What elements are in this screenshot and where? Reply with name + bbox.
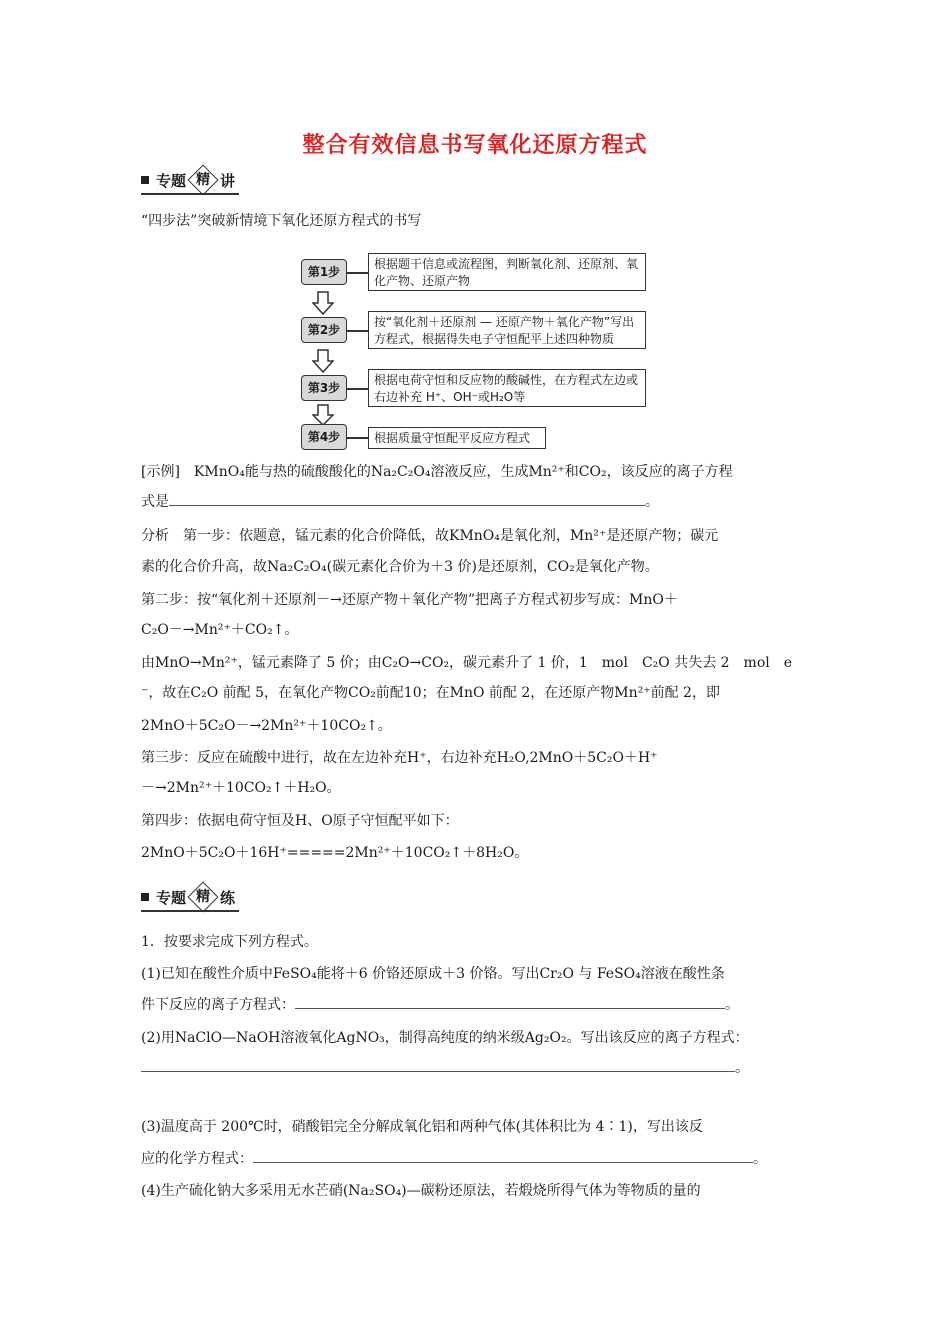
- analysis-line-1: 分析 第一步：依题意，锰元素的化合价降低，故KMnO₄是氧化剂，Mn²⁺是还原产物；碳元: [141, 528, 719, 544]
- section-header-lecture: [141, 167, 235, 193]
- step-3-connector: [347, 388, 368, 390]
- section-underline: [141, 910, 239, 912]
- intro-text: “四步法”突破新情境下氧化还原方程式的书写: [141, 213, 422, 229]
- analysis-line-8: 第三步：反应在硫酸中进行，故在左边补充H⁺，右边补充H₂O,2MnO＋5C₂O＋H⁺: [141, 750, 658, 766]
- step-2-connector: [347, 330, 368, 332]
- step-4-text: 根据质量守恒配平反应方程式: [368, 427, 546, 449]
- question-1-line-2: 件下反应的离子方程式： 。: [141, 997, 739, 1013]
- step-2-label: 第2步: [301, 317, 347, 343]
- square-bullet-icon: [141, 176, 149, 184]
- step-4-connector: [347, 437, 368, 439]
- section-header-prefix: 专题: [156, 888, 187, 907]
- analysis-line-11: 2MnO＋5C₂O＋16H⁺=====2Mn²⁺＋10CO₂↑＋8H₂O。: [141, 845, 529, 861]
- square-bullet-icon: [141, 893, 149, 901]
- step-1-text: 根据题干信息或流程图，判断氧化剂、还原剂、氧化产物、还原产物: [368, 253, 646, 291]
- question-3-line-1: (3)温度高于 200℃时，硝酸铝完全分解成氧化铝和两种气体(其体积比为 4∶1)，写出该反: [141, 1119, 703, 1135]
- question-intro: 1．按要求完成下列方程式。: [141, 934, 318, 950]
- analysis-line-2: 素的化合价升高，故Na₂C₂O₄(碳元素化合价为＋3 价)是还原剂，CO₂是氧化产物。: [141, 559, 659, 575]
- question-3-line-2: 应的化学方程式： 。: [141, 1151, 767, 1167]
- analysis-line-6: ⁻，故在C₂O 前配 5，在氧化产物CO₂前配10；在MnO 前配 2，在还原产物Mn²⁺前配 2，即: [141, 685, 720, 701]
- question-2-line-2: 。: [141, 1058, 821, 1078]
- down-arrow-icon: [312, 349, 334, 373]
- section-header-suffix: 讲: [220, 171, 236, 190]
- step-3-text: 根据电荷守恒和反应物的酸碱性，在方程式左边或右边补充 H⁺、OH⁻或H₂O等: [368, 369, 646, 407]
- answer-blank[interactable]: [295, 1008, 725, 1009]
- answer-blank[interactable]: [253, 1162, 753, 1163]
- question-4-line-1: (4)生产硫化钠大多采用无水芒硝(Na₂SO₄)—碳粉还原法，若煅烧所得气体为等物质的量的: [141, 1183, 701, 1199]
- section-underline: [141, 193, 239, 195]
- diamond-badge-icon: 精: [187, 164, 218, 195]
- page-title: 整合有效信息书写氧化还原方程式: [302, 133, 648, 158]
- step-2-text: 按“氧化剂＋还原剂 — 还原产物＋氧化产物”写出方程式，根据得失电子守恒配平上述四种物质: [368, 311, 646, 349]
- analysis-line-4: C₂O－→Mn²⁺＋CO₂↑。: [141, 622, 299, 638]
- down-arrow-icon: [312, 404, 334, 426]
- section-header-suffix: 练: [220, 888, 236, 907]
- analysis-line-5: 由MnO→Mn²⁺，锰元素降了 5 价；由C₂O→CO₂，碳元素升了 1 价，1 mol C₂O 共失去 2 mol e: [141, 655, 793, 671]
- step-1-label: 第1步: [301, 259, 347, 285]
- analysis-line-10: 第四步：依据电荷守恒及H、O原子守恒配平如下：: [141, 813, 459, 829]
- analysis-line-7: 2MnO＋5C₂O－→2Mn²⁺＋10CO₂↑。: [141, 718, 392, 734]
- analysis-line-3: 第二步：按“氧化剂＋还原剂－→还原产物＋氧化产物”把离子方程式初步写成：MnO＋: [141, 592, 678, 608]
- section-header-prefix: 专题: [156, 171, 187, 190]
- analysis-line-9: －→2Mn²⁺＋10CO₂↑＋H₂O。: [141, 780, 341, 796]
- example-line-2: 式是 。: [141, 494, 659, 510]
- question-2-line-1: (2)用NaClO—NaOH溶液氧化AgNO₃，制得高纯度的纳米级Ag₂O₂。写出该反应的离子方程式：: [141, 1030, 749, 1046]
- section-header-practice: [141, 884, 235, 910]
- answer-blank[interactable]: [141, 1071, 735, 1072]
- step-3-label: 第3步: [301, 375, 347, 401]
- answer-blank[interactable]: [169, 505, 645, 506]
- diamond-badge-icon: 精: [187, 881, 218, 912]
- down-arrow-icon: [312, 291, 334, 315]
- question-1-line-1: (1)已知在酸性介质中FeSO₄能将＋6 价铬还原成＋3 价铬。写出Cr₂O 与 FeSO₄溶液在酸性条: [141, 966, 725, 982]
- step-4-label: 第4步: [301, 424, 347, 450]
- step-1-connector: [347, 272, 368, 274]
- example-line-1: [示例] KMnO₄能与热的硫酸酸化的Na₂C₂O₄溶液反应，生成Mn²⁺和CO₂，该反应的离子方程: [141, 464, 733, 480]
